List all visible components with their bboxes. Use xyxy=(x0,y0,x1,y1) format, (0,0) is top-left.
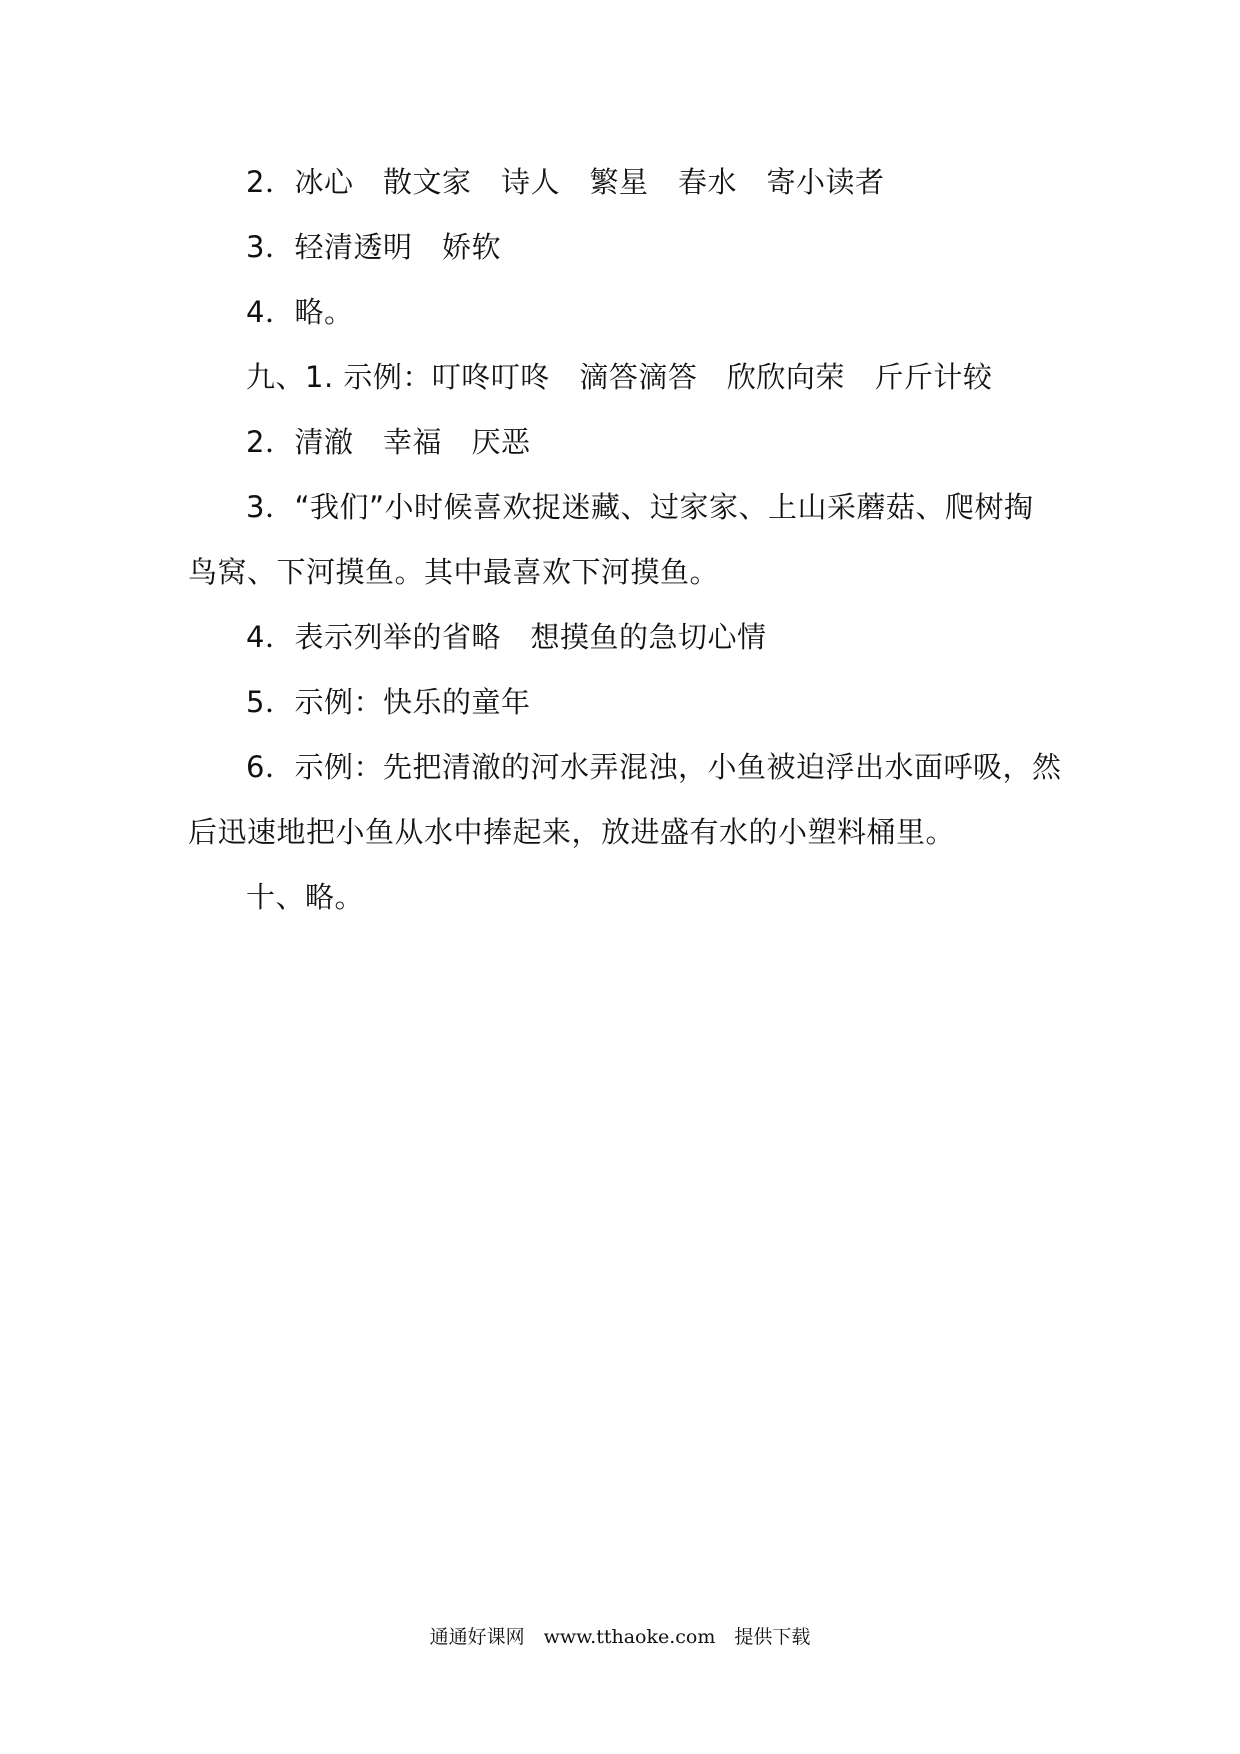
answer-line-1: 2．冰心 散文家 诗人 繁星 春水 寄小读者 xyxy=(246,165,885,199)
answer-line-7: 鸟窝、下河摸鱼。其中最喜欢下河摸鱼。 xyxy=(188,555,720,589)
answer-line-6: 3．“我们”小时候喜欢捉迷藏、过家家、上山采蘑菇、爬树掏 xyxy=(246,490,1034,524)
answer-line-2: 3．轻清透明 娇软 xyxy=(246,230,501,264)
answer-line-8: 4．表示列举的省略 想摸鱼的急切心情 xyxy=(246,620,767,654)
answer-line-5: 2．清澈 幸福 厌恶 xyxy=(246,425,531,459)
section-ten-line: 十、略。 xyxy=(246,880,365,914)
answer-line-10: 6．示例：先把清澈的河水弄混浊，小鱼被迫浮出水面呼吸，然 xyxy=(246,750,1062,784)
footer-credit: 通通好课网 www.tthaoke.com 提供下载 xyxy=(429,1626,811,1648)
answer-line-11: 后迅速地把小鱼从水中捧起来，放进盛有水的小塑料桶里。 xyxy=(188,815,956,849)
section-nine-line: 九、1. 示例：叮咚叮咚 滴答滴答 欣欣向荣 斤斤计较 xyxy=(246,360,993,394)
answer-line-3: 4．略。 xyxy=(246,295,354,329)
answer-line-9: 5．示例：快乐的童年 xyxy=(246,685,531,719)
